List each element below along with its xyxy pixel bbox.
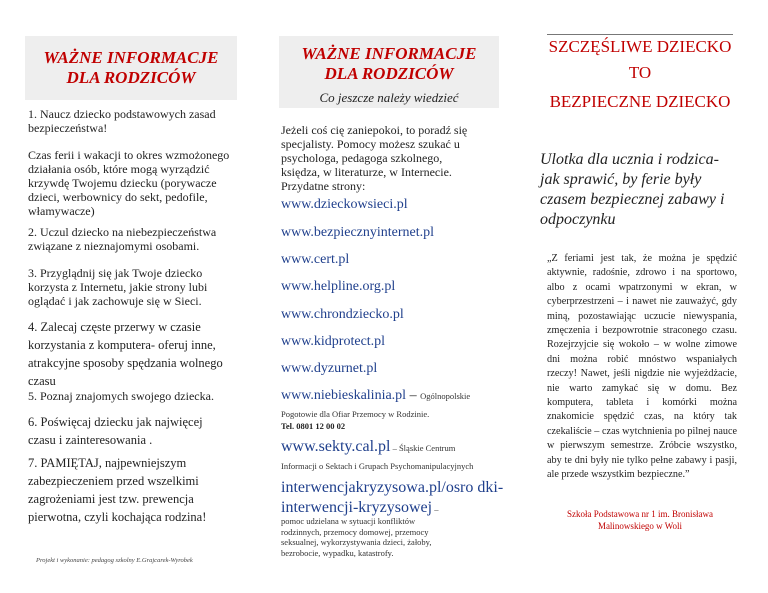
sekty-desc: Informacji o Sektach i Grupach Psychomanipulacyjnych — [281, 461, 474, 471]
kryzys-desc: pomoc udzielana w sytuacji konfliktów rodzinnych, przemocy domowej, przemocy seksualnej, wykorzystywania dzieci, żałoby, bezrobocie, wypadku, katastrofy. — [281, 516, 432, 558]
tip-2: 2. Uczul dziecko na niebezpieczeństwa związane z nieznajomymi osobami. — [28, 225, 217, 253]
link-bezpiecznyinternet[interactable]: www.bezpiecznyinternet.pl — [281, 225, 435, 240]
author-credit: Projekt i wykonanie: pedagog szkolny E.Grajcarek-Wyrobek — [36, 557, 193, 564]
tip-1-detail: Czas ferii i wakacji to okres wzmożonego działania osób, które mogą wyrządzić krzywdę Twojemu dziecku (porywacze dzieci, werbownicy do sekt, pedofile, włamywacze) — [28, 148, 230, 218]
panel-middle-subheader: Co jeszcze należy wiedzieć — [319, 90, 459, 105]
niebieskalinia-row — [281, 388, 470, 404]
link-dyzurnet[interactable]: www.dyzurnet.pl — [281, 361, 378, 376]
main-title-line2: TO — [628, 63, 652, 82]
kryzys-dash: – — [432, 504, 439, 514]
help-intro: Jeżeli coś cię zaniepokoi, to poradź się specjalisty. Pomocy możesz szukać u psychologa, pedagoga szkolnego, księdza, w literaturze, w Internecie. Przydatne strony: — [281, 123, 468, 193]
tip-3: 3. Przyglądnij się jak Twoje dziecko korzysta z Internetu, jakie strony lubi oglądać i jak zachowuje się w Sieci. — [28, 266, 208, 308]
link-niebieskalinia[interactable]: www.niebieskalinia.pl — [281, 388, 407, 403]
link-helpline[interactable]: www.helpline.org.pl — [281, 279, 396, 294]
tip-7: 7. PAMIĘTAJ, najpewniejszym zabezpieczeniem przed wszelkimi zagrożeniami jest tzw. prewencja pierwotna, czyli kochająca rodzina! — [28, 456, 207, 524]
panel-left — [0, 0, 256, 593]
link-kidprotect[interactable]: www.kidprotect.pl — [281, 334, 386, 349]
niebieskalinia-tag: Ogólnopolskie — [420, 391, 471, 401]
niebieskalinia-phone: Tel. 0801 12 00 02 — [281, 421, 346, 431]
sekty-row — [281, 438, 455, 456]
link-kryzys[interactable]: interwencjakryzysowa.pl/osro dki-interwencji-kryzysowej — [281, 479, 504, 516]
panel-left-header — [25, 36, 237, 100]
leaflet-subtitle: Ulotka dla ucznia i rodzica- jak sprawić, by ferie były czasem bezpiecznej zabawy i odpoczynku — [540, 151, 725, 228]
intro-quote: „Z feriami jest tak, że można je spędzić aktywnie, radośnie, zdrowo i na sportowo, albo z ocami wpatrzonymi w ekran, w cyberprzestrzeni – i nawet nie zauważyć, gdy miną, pozostawiając uczucie niewyspania, zmęczenia i bezpowrotnie straconego czasu. Rozejrzyjcie się wokoło – w wolne zimowe dni można robić mnóstwo wspaniałych rzeczy! Nawet, jeśli nigdzie nie wyjeżdżacie, nie warto zamykać się w domu. Bez komputera, tableta i komórki można znakomicie spędzić czas, na który tak czekaliście – czas wytchnienia po pilnej nauce w pierwszym semestrze. Zróbcie wszystko, aby te dni były nie tylko pełne zabawy i pasji, ale przede wszystkim bezpieczne.” — [547, 253, 737, 481]
school-name: Szkoła Podstawowa nr 1 im. Bronisława Malinowskiego w Woli — [567, 509, 713, 531]
panel-middle-header-title: WAŻNE INFORMACJE DLA RODZICÓW — [301, 44, 477, 83]
tip-6: 6. Poświęcaj dziecku jak najwięcej czasu i zainteresowania . — [28, 415, 203, 447]
kryzys-row — [281, 478, 506, 519]
panel-middle — [256, 0, 512, 593]
tip-5: 5. Poznaj znajomych swojego dziecka. — [28, 389, 214, 403]
tip-1: 1. Naucz dziecko podstawowych zasad bezpieczeństwa! — [28, 107, 216, 135]
sekty-dash: – — [390, 443, 399, 453]
panel-left-header-title: WAŻNE INFORMACJE DLA RODZICÓW — [43, 48, 219, 87]
sekty-tag: Śląskie Centrum — [398, 443, 456, 453]
link-sekty[interactable]: www.sekty.cal.pl — [281, 438, 391, 455]
tip-4: 4. Zalecaj częste przerwy w czasie korzystania z komputera- oferuj inne, atrakcyjne sposoby spędzania wolnego czasu — [28, 320, 223, 388]
panel-middle-header — [279, 36, 499, 108]
link-chrondziecko[interactable]: www.chrondziecko.pl — [281, 307, 404, 322]
link-cert[interactable]: www.cert.pl — [281, 252, 350, 267]
niebieskalinia-dash: – — [406, 388, 421, 403]
link-dzieckowsieci[interactable]: www.dzieckowsieci.pl — [281, 197, 408, 212]
niebieskalinia-desc: Pogotowie dla Ofiar Przemocy w Rodzinie. — [281, 409, 430, 419]
main-title-line3: BEZPIECZNE DZIECKO — [549, 92, 731, 111]
main-title-line1: SZCZĘŚLIWE DZIECKO — [548, 37, 732, 56]
